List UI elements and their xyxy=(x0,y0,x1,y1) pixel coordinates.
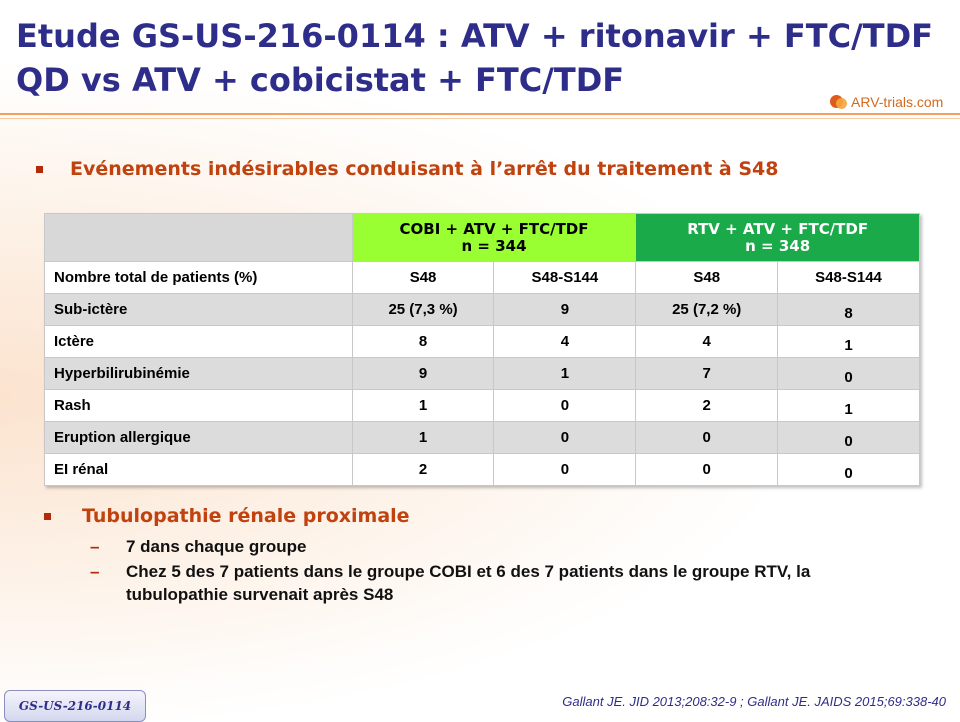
table-row xyxy=(45,294,920,326)
subheader-col: S48 xyxy=(636,262,778,294)
cell-value: 2 xyxy=(352,454,494,486)
cell-value-text: 0 xyxy=(844,465,853,482)
cell-value: 4 xyxy=(636,326,778,358)
group-header-cobi xyxy=(352,214,636,262)
cell-value xyxy=(778,326,920,358)
slide-title-line-2: QD vs ATV + cobicistat + FTC/TDF xyxy=(16,61,625,99)
tubulo-bullet xyxy=(44,505,410,527)
cell-value xyxy=(778,422,920,454)
cell-value: 25 (7,3 %) xyxy=(352,294,494,326)
tubulo-item-text: 7 dans chaque groupe xyxy=(126,537,307,556)
table-corner-cell xyxy=(45,214,353,262)
cell-value xyxy=(778,358,920,390)
cell-value: 1 xyxy=(352,422,494,454)
cell-value: 8 xyxy=(352,326,494,358)
square-bullet-icon xyxy=(44,513,51,520)
cell-value: 9 xyxy=(352,358,494,390)
cell-value: 0 xyxy=(636,422,778,454)
cell-value xyxy=(778,390,920,422)
arv-trials-logo xyxy=(830,92,950,112)
reference-citation: Gallant JE. JID 2013;208:32-9 ; Gallant JE. JAIDS 2015;69:338-40 xyxy=(562,694,946,709)
title-divider xyxy=(0,113,960,115)
group-cobi-name: COBI + ATV + FTC/TDF xyxy=(399,219,589,238)
cell-value-text: 8 xyxy=(844,305,853,322)
cell-value: 2 xyxy=(636,390,778,422)
cell-value-text: 1 xyxy=(844,401,853,418)
row-label: EI rénal xyxy=(45,454,353,486)
table-subheader-row xyxy=(45,262,920,294)
table-group-header-row xyxy=(45,214,920,262)
group-header-rtv xyxy=(636,214,920,262)
cell-value: 0 xyxy=(494,454,636,486)
subheader-col: S48-S144 xyxy=(494,262,636,294)
section-heading: Evénements indésirables conduisant à l’arrêt du traitement à S48 xyxy=(70,158,779,180)
cell-value: 4 xyxy=(494,326,636,358)
cell-value: 0 xyxy=(636,454,778,486)
dash-bullet-icon: – xyxy=(90,537,100,556)
row-label: Hyperbilirubinémie xyxy=(45,358,353,390)
cell-value-text: 0 xyxy=(844,369,853,386)
table-row xyxy=(45,454,920,486)
group-cobi-n: n = 344 xyxy=(461,236,527,255)
adverse-events-table xyxy=(44,213,920,486)
logo-mark-icon xyxy=(830,93,848,111)
title-divider-secondary xyxy=(0,118,960,119)
cell-value: 0 xyxy=(494,422,636,454)
cell-value-text: 0 xyxy=(844,433,853,450)
cell-value: 9 xyxy=(494,294,636,326)
dash-bullet-icon: – xyxy=(90,562,100,581)
table-row xyxy=(45,326,920,358)
row-label: Rash xyxy=(45,390,353,422)
cell-value: 25 (7,2 %) xyxy=(636,294,778,326)
logo-text: ARV-trials.com xyxy=(851,94,944,110)
slide-title xyxy=(16,14,933,102)
subheader-col: S48 xyxy=(352,262,494,294)
cell-value: 7 xyxy=(636,358,778,390)
tubulo-item xyxy=(90,535,930,558)
table-row xyxy=(45,358,920,390)
cell-value xyxy=(778,454,920,486)
row-label: Sub-ictère xyxy=(45,294,353,326)
square-bullet-icon xyxy=(36,166,43,173)
cell-value: 1 xyxy=(352,390,494,422)
cell-value-text: 1 xyxy=(844,337,853,354)
subheader-label: Nombre total de patients (%) xyxy=(45,262,353,294)
cell-value: 0 xyxy=(494,390,636,422)
cell-value xyxy=(778,294,920,326)
row-label: Eruption allergique xyxy=(45,422,353,454)
study-badge: GS-US-216-0114 xyxy=(4,690,146,722)
group-rtv-n: n = 348 xyxy=(745,236,811,255)
section-bullet xyxy=(36,158,778,180)
table-row xyxy=(45,422,920,454)
row-label: Ictère xyxy=(45,326,353,358)
table-row xyxy=(45,390,920,422)
slide-title-line-1: Etude GS-US-216-0114 : ATV + ritonavir + FTC/TDF xyxy=(16,17,933,55)
group-rtv-name: RTV + ATV + FTC/TDF xyxy=(687,219,869,238)
tubulo-item xyxy=(90,560,930,610)
cell-value: 1 xyxy=(494,358,636,390)
tubulo-item-text: Chez 5 des 7 patients dans le groupe COBI et 6 des 7 patients dans le groupe RTV, la tubulopathie survenait après S48 xyxy=(126,562,811,604)
tubulo-heading: Tubulopathie rénale proximale xyxy=(82,505,410,527)
subheader-col: S48-S144 xyxy=(778,262,920,294)
